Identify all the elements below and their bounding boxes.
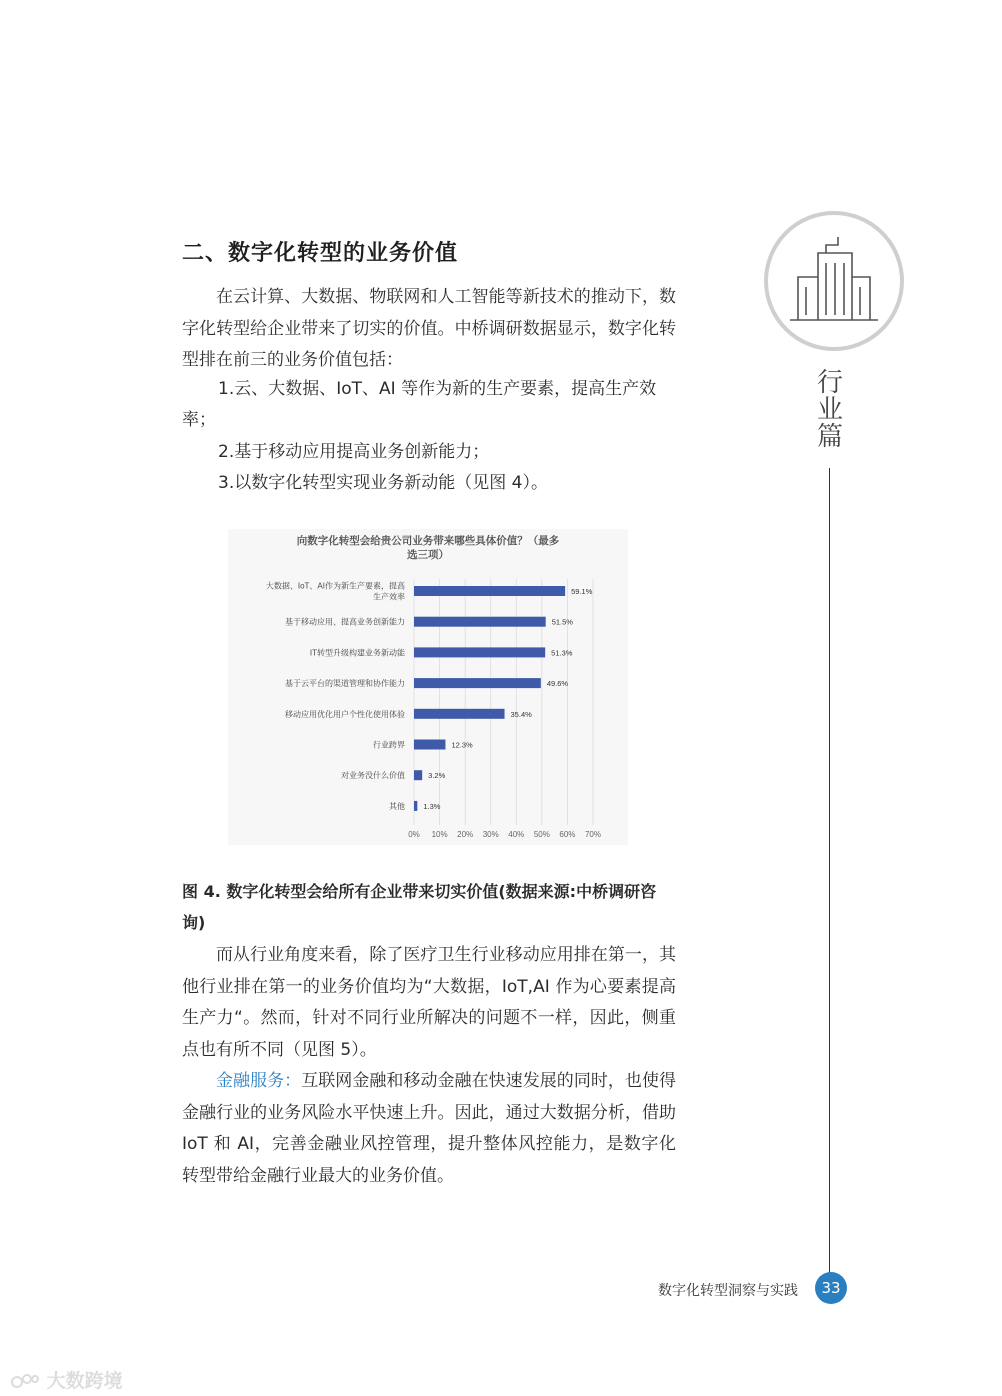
footer-title: 数字化转型洞察与实践 — [658, 1283, 798, 1299]
category-label: 对业务没什么价值 — [341, 771, 405, 781]
category-label: 生产效率 — [373, 592, 405, 602]
finance-text: 互联网金融和移动金融在快速发展的同时，也使得金融行业的业务风险水平快速上升。因此，通过大数据分析，借助 IoT 和 AI，完善金融业风控管理，提升整体风控能力，是数字化转型带给金融行业最大的业务价值。 — [182, 1071, 677, 1186]
watermark — [10, 1366, 123, 1393]
data-label: 49.6% — [546, 679, 569, 689]
x-tick-label: 30% — [482, 830, 499, 839]
data-label: 35.4% — [510, 709, 532, 719]
data-label: 59.1% — [571, 587, 593, 596]
list-item-1: 1.云、大数据、IoT、AI 等作为新的生产要素，提高生产效 — [218, 379, 657, 399]
page-number: 33 — [815, 1272, 847, 1304]
bar — [414, 617, 546, 627]
vertical-divider — [829, 468, 830, 1274]
data-label: 12.3% — [451, 740, 473, 750]
x-tick-label: 70% — [584, 830, 602, 839]
list-item-3: 3.以数字化转型实现业务新动能（见图 4）。 — [218, 473, 548, 493]
bar — [414, 586, 565, 596]
buildings-icon — [764, 211, 904, 351]
category-label: IT转型升级构建业务新动能 — [309, 648, 405, 658]
x-tick-label: 60% — [559, 830, 576, 839]
category-label: 其他 — [389, 801, 405, 811]
watermark-logo-icon — [10, 1372, 40, 1392]
x-tick-label: 10% — [431, 830, 448, 839]
bar — [414, 709, 505, 719]
chart-title: 向数字化转型会给贵公司业务带来哪些具体价值？（最多 — [296, 535, 560, 547]
data-label: 51.3% — [551, 648, 573, 658]
finance-term: 金融服务： — [216, 1071, 302, 1091]
bar — [414, 678, 541, 688]
category-label: 移动应用优化用户个性化使用体验 — [285, 709, 405, 719]
bar — [414, 647, 545, 657]
bar — [414, 801, 417, 811]
bar — [414, 770, 422, 780]
x-tick-label: 0% — [408, 830, 420, 839]
industry-paragraph: 而从行业角度来看，除了医疗卫生行业移动应用排在第一，其他行业排在第一的业务价值均为“大数据，IoT,AI 作为心要素提高生产力“。然而，针对不同行业所解决的问题不一样，因此，侧重点也有所不同（见图 5）。 — [182, 945, 676, 1060]
intro-paragraph: 在云计算、大数据、物联网和人工智能等新技术的推动下，数字化转型给企业带来了切实的价值。中桥调研数据显示，数字化转型排在前三的业务价值包括： — [182, 287, 676, 370]
x-tick-label: 40% — [508, 830, 525, 839]
data-label: 1.3% — [423, 801, 441, 811]
bar — [414, 740, 445, 750]
x-tick-label: 20% — [457, 830, 474, 839]
chart-title: 选三项） — [407, 549, 449, 561]
list-item-1-cont: 率； — [182, 410, 216, 430]
list-item-2: 2.基于移动应用提高业务创新能力； — [218, 442, 490, 462]
side-section-title: 行业篇 — [816, 368, 843, 452]
section-heading: 二、数字化转型的业务价值 — [182, 241, 459, 266]
data-label: 3.2% — [428, 771, 446, 781]
category-label: 大数据、IoT、AI作为新生产要素，提高 — [265, 581, 405, 591]
data-label: 51.5% — [551, 617, 573, 627]
watermark-text: 大数跨境 — [46, 1370, 123, 1392]
category-label: 基于云平台的渠道管理和协作能力 — [285, 679, 405, 689]
x-tick-label: 50% — [533, 830, 550, 839]
finance-paragraph — [182, 1066, 676, 1192]
chart-svg — [228, 529, 628, 845]
category-label: 行业跨界 — [373, 740, 405, 750]
bar-chart — [228, 529, 628, 845]
figure-caption: 图 4. 数字化转型会给所有企业带来切实价值(数据来源:中桥调研咨询) — [182, 882, 657, 932]
category-label: 基于移动应用、提高业务创新能力 — [285, 617, 405, 627]
